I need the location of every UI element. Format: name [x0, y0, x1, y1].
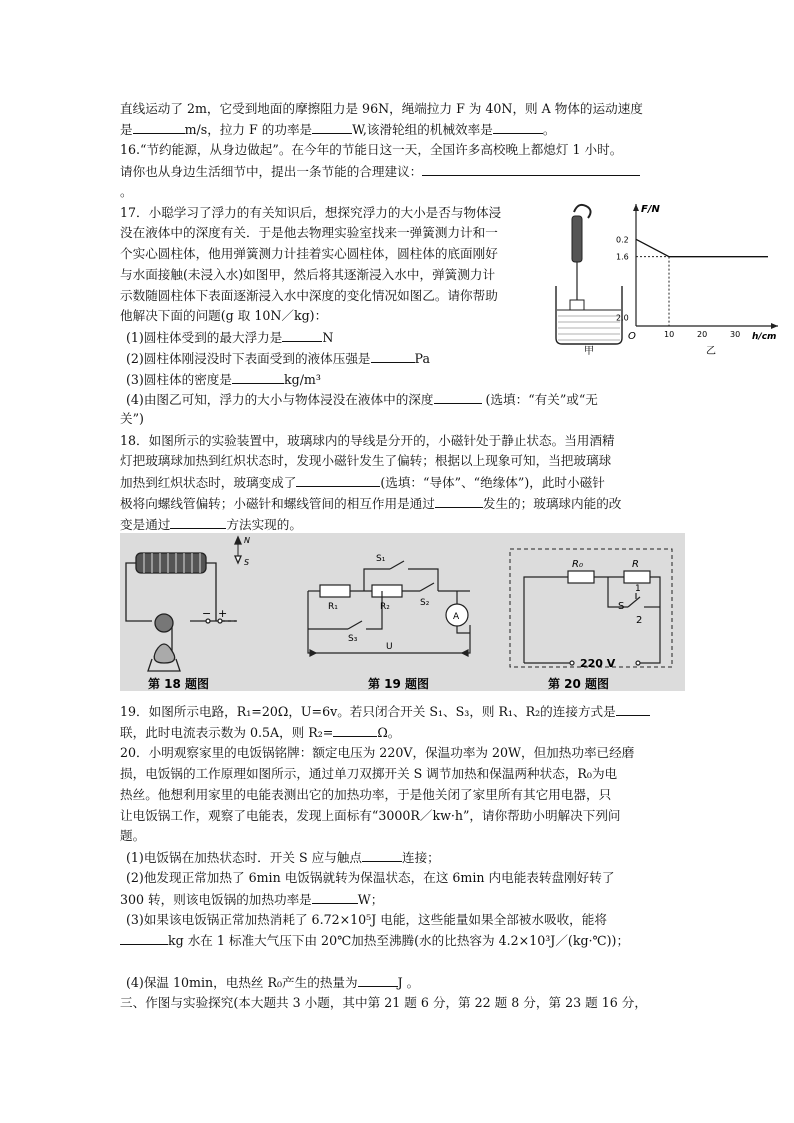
- q18-line3: 加热到红炽状态时，玻璃变成了 (选填：“导体”、“绝缘体”)，此时小磁针: [120, 472, 605, 493]
- q18-line5: 变是通过 方法实现的。: [120, 514, 302, 535]
- y-tick-label: 0.2: [616, 235, 629, 245]
- x-tick-label: 20: [697, 330, 708, 339]
- fig18-plus-label: +: [218, 607, 228, 620]
- x-tick-label: 10: [664, 330, 675, 339]
- q15-text-line2: 是 m/s，拉力 F 的功率是 W,该滑轮组的机械效率是 。: [120, 119, 555, 140]
- fig19-s3-label: S₃: [348, 634, 358, 644]
- fig19-caption: 第 19 题图: [368, 677, 430, 691]
- q17-sub1: (1)圆柱体受到的最大浮力是 N: [126, 327, 333, 348]
- q20-sub4: (4)保温 10min，电热丝 R₀产生的热量为 J 。: [126, 972, 419, 993]
- y-tick-label: 2.0: [616, 313, 629, 323]
- fig20-s-label: S: [618, 601, 625, 612]
- q19-line2: 联，此时电流表示数为 0.5A，则 R₂= Ω。: [120, 722, 400, 743]
- q20-sub3-cont: kg 水在 1 标准大气压下由 20℃加热至沸腾(水的比热容为 4.2×10³J／(kg·℃))；: [120, 930, 629, 951]
- q20-line2: 损，电饭锅的工作原理如图所示，通过单刀双掷开关 S 调节加热和保温两种状态，R₀为电: [120, 766, 618, 781]
- y-tick-label: 1.6: [616, 252, 629, 262]
- q18-line4: 极将向螺线管偏转；小磁针和螺线管间的相互作用是通过 发生的；玻璃球内能的改: [120, 493, 621, 514]
- fig19-u-label: U: [386, 642, 393, 652]
- q20-sub2: (2)他发现正常加热了 6min 电饭锅就转为保温状态，在这 6min 内电能表转盘刚好转了: [126, 870, 615, 885]
- q20-line4: 让电饭锅工作，观察了电能表，发现上面标有“3000R／kw·h”，请你帮助小明解决下列问: [120, 808, 621, 823]
- fig20-contact2-label: 2: [636, 615, 643, 626]
- q16-line1: 16.“节约能源，从身边做起”。在今年的节能日这一天，全国许多高校晚上都熄灯 1 小时。: [120, 142, 623, 157]
- q16-line2: 请你也从身边生活细节中，提出一条节能的合理建议：: [120, 161, 640, 182]
- fig18-minus-label: −: [202, 607, 212, 620]
- q20-line3: 热丝。他想利用家里的电能表测出它的加热功率，于是他关闭了家里所有其它用电器，只: [120, 787, 612, 802]
- fig18-s-label: S: [244, 558, 250, 567]
- fig18-caption: 第 18 题图: [148, 677, 210, 691]
- section-3-heading: 三、作图与实验探究(本大题共 3 小题，其中第 21 题 6 分，第 22 题 8 分，第 23 题 16 分，: [120, 995, 647, 1010]
- q19-line1: 19．如图所示电路，R₁=20Ω，U=6v。若只闭合开关 S₁、S₃，则 R₁、R₂的连接方式是: [120, 701, 650, 722]
- q20-line5: 题。: [120, 828, 146, 843]
- q18-line2: 灯把玻璃球加热到红炽状态时，发现小磁针发生了偏转；根据以上现象可知，当把玻璃球: [120, 453, 612, 468]
- y-axis-label: F/N: [641, 204, 660, 215]
- x-tick-label: 30: [730, 330, 741, 339]
- origin-label: O: [628, 331, 636, 342]
- q17-line6: 他解决下面的问题(g 取 10N／kg)：: [120, 308, 328, 323]
- fig18-n-label: N: [244, 536, 250, 545]
- fig20-r-label: R: [632, 559, 639, 570]
- fig20-caption: 第 20 题图: [548, 677, 610, 691]
- fig19-r1-label: R₁: [328, 602, 338, 612]
- q16-line3: 。: [120, 184, 133, 199]
- q17-line5: 示数随圆柱体下表面逐渐浸入水中深度的变化情况如图乙。请你帮助: [120, 288, 498, 303]
- q20-line1: 20．小明观察家里的电饭锅铭牌：额定电压为 220V，保温功率为 20W，但加热功率已经磨: [120, 745, 635, 760]
- figures-18-20: [120, 533, 685, 691]
- q17-line4: 与水面接触(未浸入水)如图甲，然后将其逐渐浸入水中，弹簧测力计: [120, 267, 496, 282]
- q20-sub1: (1)电饭锅在加热状态时．开关 S 应与触点 连接；: [126, 847, 440, 868]
- q17-sub3: (3)圆柱体的密度是 kg/m³: [126, 369, 321, 390]
- fig20-voltage-label: 220 V: [580, 657, 616, 670]
- q17-line1: 17．小聪学习了浮力的有关知识后，想探究浮力的大小是否与物体浸: [120, 205, 502, 220]
- fig19-r2-label: R₂: [380, 602, 390, 612]
- q20-sub3: (3)如果该电饭锅正常加热消耗了 6.72×10⁵J 电能，这些能量如果全部被水吸收，能将: [126, 912, 607, 927]
- q17-line3: 个实心圆柱体，他用弹簧测力计挂着实心圆柱体，圆柱体的底面刚好: [120, 246, 498, 261]
- q18-line1: 18．如图所示的实验装置中，玻璃球内的导线是分开的，小磁针处于静止状态。当用酒精: [120, 433, 615, 448]
- fig19-s1-label: S₁: [376, 554, 386, 564]
- fig19-ammeter-label: A: [453, 612, 460, 622]
- q17-line2: 没在液体中的深度有关．于是他去物理实验室找来一弹簧测力计和一: [120, 225, 498, 240]
- fig20-r0-label: R₀: [572, 559, 583, 570]
- q15-text-line1: 直线运动了 2m，它受到地面的摩擦阻力是 96N，绳端拉力 F 为 40N，则 A 物体的运动速度: [120, 101, 643, 116]
- figure-yi-graph: [616, 204, 778, 356]
- q17-figure: [552, 198, 782, 356]
- q17-sub2: (2)圆柱体刚浸没时下表面受到的液体压强是 Pa: [126, 348, 430, 369]
- x-axis-label: h/cm: [752, 332, 777, 342]
- fig20-contact1-label: 1: [635, 584, 641, 594]
- figure-jia-apparatus: [556, 205, 622, 356]
- label-jia: 甲: [584, 346, 594, 356]
- q20-sub2-cont: 300 转，则该电饭锅的加热功率是 W；: [120, 889, 383, 910]
- q17-sub4: (4)由图乙可知，浮力的大小与物体浸没在液体中的深度 (选填：“有关”或“无: [126, 389, 598, 410]
- fig19-s2-label: S₂: [420, 598, 430, 608]
- force-depth-line: [636, 239, 768, 256]
- label-yi: 乙: [706, 346, 716, 356]
- q17-sub4-cont: 关”): [120, 411, 144, 426]
